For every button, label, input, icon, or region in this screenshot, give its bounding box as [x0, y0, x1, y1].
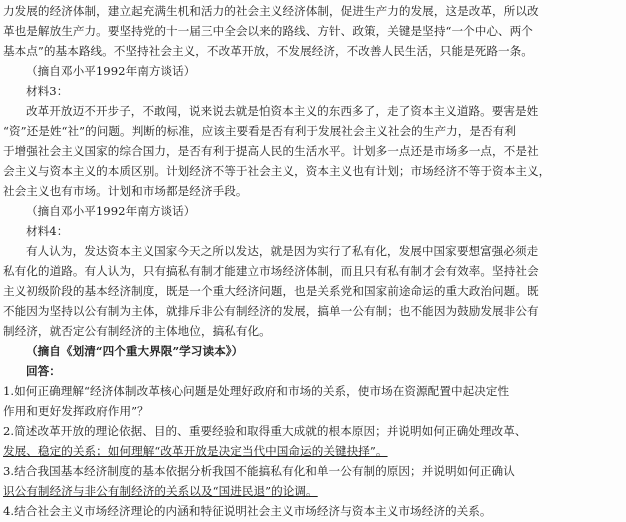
source-citation: （摘自邓小平1992年南方谈话） [26, 64, 196, 78]
text-line: 革也是解放生产力。要坚持党的十一届三中全会以来的路线、方针、政策，关键是坚持“一个中心、两个 [3, 24, 533, 38]
text-line: 制经济，就否定公有制经济的主体地位，搞私有化。 [3, 324, 271, 338]
text-line: “资”还是姓“社”的问题。判断的标准，应该主要看是否有利于发展社会主义社会的生产力，是否有利 [3, 124, 516, 138]
question-line: 发展、稳定的关系；如何理解“改革开放是决定当代中国命运的关键抉择”。 [3, 444, 388, 458]
question-line: 识公有制经济与非公有制经济的关系以及“国进民退”的论调。 [3, 484, 318, 498]
text-line: 不能因为坚持以公有制为主体，就排斥非公有制经济的发展，搞单一公有制；也不能因为鼓励发展非公有 [3, 304, 539, 318]
text-line: 私有化的道路。有人认为，只有搞私有制才能建立市场经济体制，而且只有私有制才会有效率。坚持社会 [3, 264, 539, 278]
answer-heading: 回答： [26, 364, 61, 378]
question-line: 2.简述改革开放的理论依据、目的、重要经验和取得重大成就的根本原因；并说明如何正确处理改革、 [3, 424, 527, 438]
question-line: 3.结合我国基本经济制度的基本依据分析我国不能搞私有化和单一公有制的原因；并说明如何正确认 [3, 464, 515, 478]
text-line: 基本点”的基本路线。不坚持社会主义，不改革开放，不发展经济，不改善人民生活，只能是死路一条。 [3, 44, 533, 58]
material-heading: 材料4： [26, 224, 69, 238]
material-heading: 材料3： [26, 84, 69, 98]
text-line: 主义初级阶段的基本经济制度，既是一个重大经济问题，也是关系党和国家前途命运的重大政治问题。既 [3, 284, 539, 298]
text-line: 有人认为，发达资本主义国家今天之所以发达，就是因为实行了私有化，发展中国家要想富强必须走 [26, 244, 539, 258]
source-citation: （摘自《划清“四个重大界限”学习读本》） [26, 344, 244, 358]
text-line: 会主义与资本主义的本质区别。计划经济不等于社会主义，资本主义也有计划；市场经济不等于资本主义， [3, 164, 551, 178]
text-line: 改革开放迈不开步子，不敢闯，说来说去就是怕资本主义的东西多了，走了资本主义道路。要害是姓 [26, 104, 539, 118]
text-line: 社会主义也有市场。计划和市场都是经济手段。 [3, 184, 248, 198]
source-citation: （摘自邓小平1992年南方谈话） [26, 204, 196, 218]
text-line: 力发展的经济体制，建立起充满生机和活力的社会主义经济体制，促进生产力的发展，这是改革，所以改 [3, 4, 539, 18]
question-line: 4.结合社会主义市场经济理论的内涵和特征说明社会主义市场经济与资本主义市场经济的关系。 [3, 504, 492, 518]
question-line: 作用和更好发挥政府作用”？ [3, 404, 149, 418]
question-line: 1.如何正确理解“经济体制改革核心问题是处理好政府和市场的关系，使市场在资源配置中起决定性 [3, 384, 510, 398]
text-line: 于增强社会主义国家的综合国力，是否有利于提高人民的生活水平。计划多一点还是市场多一点，不是社 [3, 144, 539, 158]
